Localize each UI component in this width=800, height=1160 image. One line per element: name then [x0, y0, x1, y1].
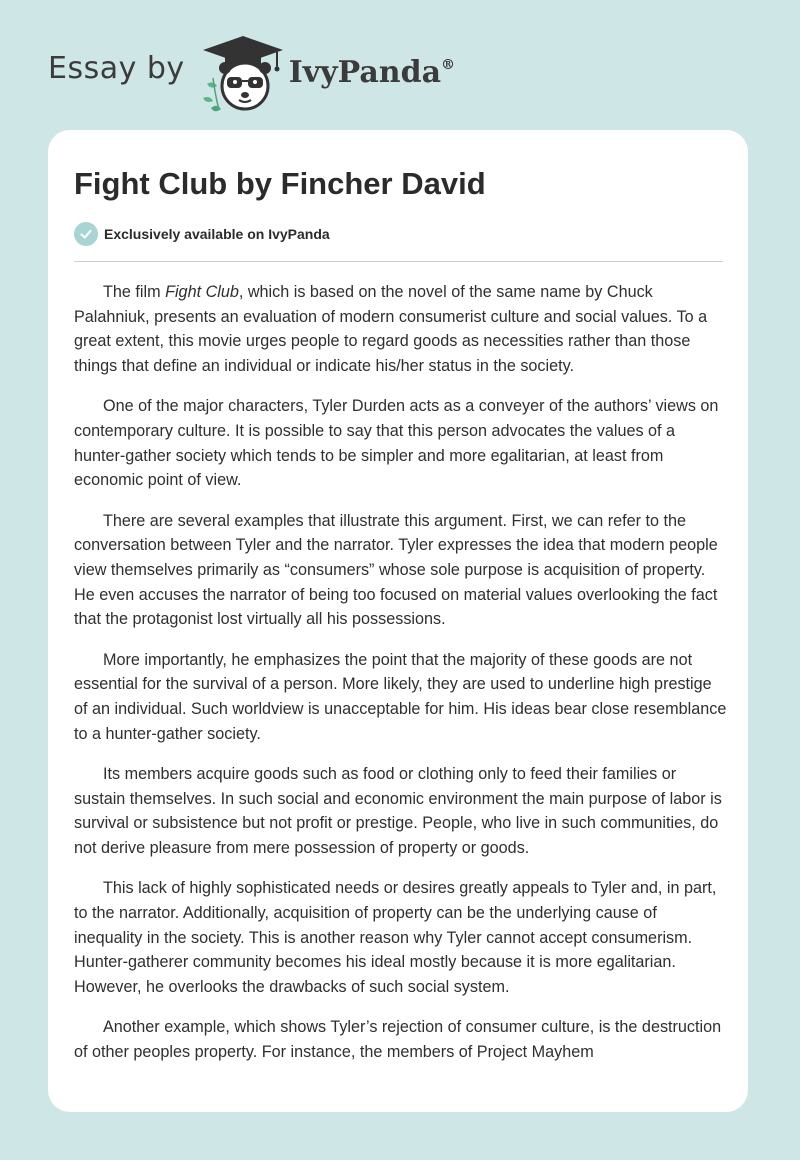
brand-text: IvyPanda: [288, 54, 442, 90]
paragraph: [74, 280, 728, 378]
exclusive-badge: [74, 222, 330, 246]
checkmark-icon: [74, 222, 98, 246]
article-body: [74, 280, 728, 1081]
brand-name[interactable]: [289, 55, 455, 90]
paragraph: More importantly, he emphasizes the point that the majority of these goods are not essential for the survival of a person. More likely, they are used to underline high prestige of an individual. Such worldview is unacceptable for him. His ideas bear close resemblance to a hunter-gather society.: [74, 650, 727, 743]
badge-label: Exclusively available on IvyPanda: [104, 226, 330, 242]
paragraph: This lack of highly sophisticated needs or desires greatly appeals to Tyler and, in part, to the narrator. Additionally, acquisition of property can be the underlying cause of inequality in the society. This is another reason why Tyler cannot accept consumerism. Hunter-gatherer community becomes his ideal mostly because it is more egalitarian. However, he overlooks the drawbacks of such social system.: [74, 879, 717, 996]
divider: [74, 261, 723, 262]
paragraph-text: , which is based on the novel of the same name by Chuck Palahniuk, presents an evaluation of modern consumerist culture and social values. To a great extent, this movie urges people to regard goods as necessities rather than those things that define an individual or indicate his/her status in the society.: [74, 283, 708, 375]
site-header: [48, 32, 455, 112]
essay-by-label: Essay by: [48, 50, 185, 86]
panda-logo-icon[interactable]: [199, 32, 287, 112]
paragraph: There are several examples that illustrate this argument. First, we can refer to the conversation between Tyler and the narrator. Tyler expresses the idea that modern people view themselves primarily as “consumers” whose sole purpose is acquisition of property. He even accuses the narrator of being too focused on material values overlooking the fact that the protagonist lost virtually all his possessions.: [74, 511, 718, 629]
paragraph: One of the major characters, Tyler Durden acts as a conveyer of the authors’ views on contemporary culture. It is possible to say that this person advocates the values of a hunter-gather society which tends to be simpler and more egalitarian, at least from economic point of view.: [74, 397, 719, 490]
registered-mark: ®: [441, 56, 456, 73]
film-title-emphasis: Fight Club: [165, 283, 239, 301]
paragraph: Its members acquire goods such as food or clothing only to feed their families or sustain themselves. In such social and economic environment the main purpose of labor is survival or subsistence but not profit or prestige. People, who live in such communities, do not derive pleasure from mere possession of property or goods.: [74, 765, 722, 857]
paragraph-text: The film: [103, 283, 166, 301]
article-card: [48, 130, 748, 1112]
page-title: Fight Club by Fincher David: [74, 166, 486, 201]
paragraph: Another example, which shows Tyler’s rejection of consumer culture, is the destruction of other peoples property. For instance, the members of Project Mayhem: [74, 1018, 722, 1062]
